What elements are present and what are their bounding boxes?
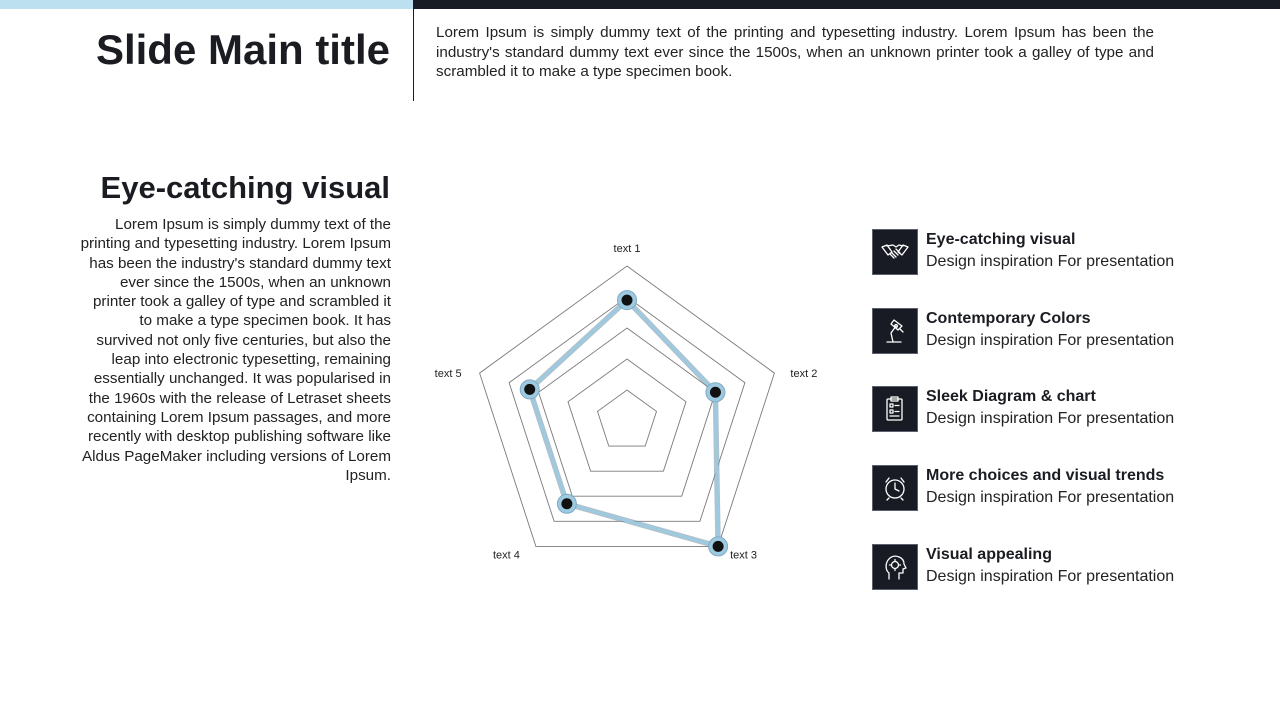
feature-title: Eye-catching visual [926,231,1076,248]
top-accent-bar-light [0,0,413,9]
feature-item [872,308,1232,356]
feature-subtitle: Design inspiration For presentation [926,332,1175,349]
feature-item [872,544,1232,592]
clipboard-chart-icon [872,386,918,432]
desk-lamp-icon [872,308,918,354]
header-divider [413,9,414,101]
section-title: Eye-catching visual [100,170,390,205]
radar-axis-label: text 3 [730,549,758,562]
radar-chart [420,225,840,575]
top-accent-bar-dark [413,0,1280,9]
feature-subtitle: Design inspiration For presentation [926,253,1175,270]
radar-axis-label: text 2 [790,368,818,381]
radar-axis-label: text 4 [492,549,520,562]
radar-point [713,541,724,552]
alarm-clock-icon [872,465,918,511]
feature-title: Sleek Diagram & chart [926,388,1096,405]
feature-item [872,386,1232,434]
feature-item [872,465,1232,513]
radar-series-outline [530,300,718,546]
radar-point [622,295,633,306]
radar-axis-label: text 5 [434,368,462,381]
feature-subtitle: Design inspiration For presentation [926,568,1175,585]
radar-point [524,384,535,395]
slide-main-title: Slide Main title [95,26,390,73]
feature-title: Visual appealing [926,546,1052,563]
handshake-icon [872,229,918,275]
feature-subtitle: Design inspiration For presentation [926,489,1175,506]
radar-grid-ring [568,359,686,471]
feature-item [872,229,1232,277]
feature-title: More choices and visual trends [926,467,1165,484]
section-body: Lorem Ipsum is simply dummy text of the printing and typesetting industry. Lorem Ipsum has been the industry's standard dummy text ever since the 1500s, when an unknown printer took a galley of type and scrambled it to make a type specimen book. It has survived not only five centuries, but also the leap into electronic typesetting, remaining essentially unchanged. It was popularised in the 1960s with the release of Letraset sheets containing Lorem Ipsum passages, and more recently with desktop publishing software like Aldus PageMaker including versions of Lorem Ipsum. [80,216,391,484]
radar-point [561,498,572,509]
radar-grid-ring [598,390,657,446]
feature-subtitle: Design inspiration For presentation [926,410,1175,427]
radar-point [710,387,721,398]
radar-series-line [530,300,718,546]
intro-paragraph: Lorem Ipsum is simply dummy text of the printing and typesetting industry. Lorem Ipsum has been the industry's standard dummy text ever since the 1500s, when an unknown printer took a galley of type and scrambled it to make a type specimen book. [436,24,1154,80]
head-gear-icon [872,544,918,590]
radar-axis-label: text 1 [613,243,641,255]
feature-title: Contemporary Colors [926,310,1091,327]
